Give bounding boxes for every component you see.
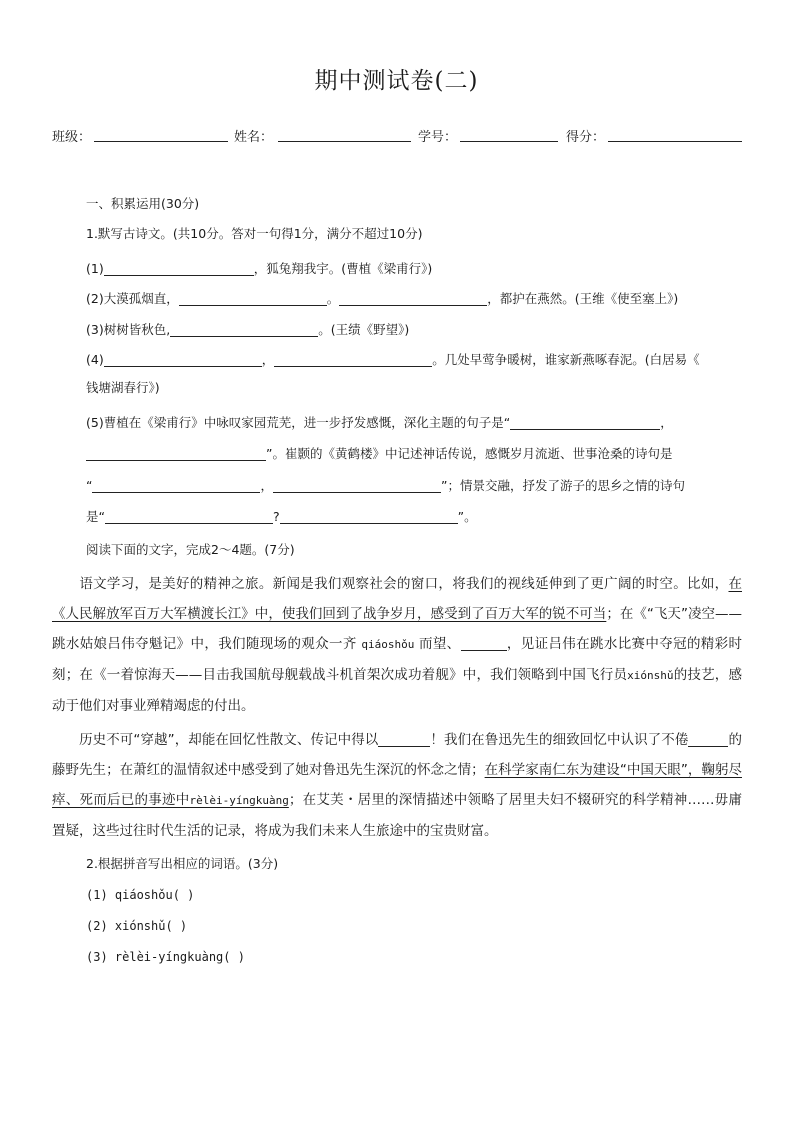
q1-item-4-cont: 钱塘湖春行》) <box>86 380 160 395</box>
answer-blank[interactable] <box>170 322 318 337</box>
underlined-sentence: 在科学家南仁东为建设“中国天眼”，鞠躬尽瘁、死而后已的事迹中 <box>52 762 742 808</box>
item-label: (1) <box>86 261 104 276</box>
class-field[interactable] <box>94 141 228 142</box>
answer-blank[interactable] <box>378 732 430 747</box>
student-info-row <box>52 126 742 146</box>
answer-blank[interactable] <box>339 291 487 306</box>
answer-blank[interactable] <box>92 478 260 493</box>
answer-blank[interactable] <box>104 261 254 276</box>
item-text: “ <box>86 478 93 493</box>
item-text: ， <box>261 352 275 367</box>
reading-instructions: 阅读下面的文字，完成2～4题。(7分) <box>86 542 295 557</box>
answer-blank[interactable] <box>274 352 432 367</box>
paragraph-text: ，见证吕伟在跳水比赛中夺冠的精彩时刻；在《一着惊海天——目击我国航母舰载战斗机首架次成功着舰》中，我们领略到中国飞行员 <box>52 636 743 683</box>
q1-item-5-line3 <box>86 477 685 495</box>
paragraph-text: ；在艾芙・居里的深情描述中领略了居里夫妇不辍研究的科学精神……毋庸置疑，这些过往时代生活的记录，将成为我们未来人生旅途中的宝贵财富。 <box>52 792 743 839</box>
item-label: (4) <box>86 352 104 367</box>
paragraph-text: ！我们在鲁迅先生的细致回忆中认识了不倦 <box>430 732 689 748</box>
item-text: 。(王绩《野望》) <box>318 322 410 337</box>
q1-item-2 <box>86 290 678 308</box>
answer-blank[interactable] <box>510 415 660 430</box>
item-text: ，都护在燕然。(王维《使至塞上》) <box>487 291 679 306</box>
paragraph-text: 语文学习，是美好的精神之旅。新闻是我们观察社会的窗口，将我们的视线延伸到了更广阔的时空。比如， <box>79 576 729 592</box>
answer-blank[interactable] <box>280 509 458 524</box>
answer-blank[interactable] <box>688 732 728 747</box>
item-text: ，狐兔翔我宇。(曹植《梁甫行》) <box>253 261 433 276</box>
q1-item-5 <box>86 414 673 432</box>
item-text: (2)大漠孤烟直， <box>86 291 179 306</box>
reading-paragraph-2 <box>52 725 742 846</box>
answer-blank[interactable] <box>105 509 273 524</box>
answer-blank[interactable] <box>461 636 507 651</box>
underlined-sentence: 在《人民解放军百万大军横渡长江》中，使我们回到了战争岁月，感受到了百万大军的锐不可当 <box>52 576 742 622</box>
item-text: ”；情景交融，抒发了游子的思乡之情的诗句 <box>441 478 685 493</box>
item-text: ”。崔颢的《黄鹤楼》中记述神话传说，感慨岁月流逝、世事沧桑的诗句是 <box>266 446 673 461</box>
class-label: 班级： <box>52 130 92 145</box>
pinyin-word: rèlèi-yíngkuàng <box>189 794 289 807</box>
item-text: (5)曹植在《梁甫行》中咏叹家园荒芜，进一步抒发感慨，深化主题的句子是“ <box>86 415 511 430</box>
answer-blank[interactable] <box>273 478 441 493</box>
pinyin-word: qiáoshǒu <box>361 638 415 651</box>
item-text: ， <box>660 415 673 430</box>
student-id-label: 学号： <box>418 130 458 145</box>
score-label: 得分： <box>566 130 606 145</box>
answer-blank[interactable] <box>104 352 262 367</box>
q1-item-1 <box>86 260 432 278</box>
q2-item-2: (2) xiónshǔ( ) <box>86 919 188 933</box>
item-text: 是“ <box>86 509 105 524</box>
paragraph-text: 的藤野先生；在萧红的温情叙述中感受到了她对鲁迅先生深沉的怀念之情； <box>52 732 742 778</box>
item-text: ， <box>260 478 273 493</box>
answer-blank[interactable] <box>179 291 327 306</box>
item-text: 。 <box>326 291 340 306</box>
q1-stem: 1.默写古诗文。(共10分。答对一句得1分，满分不超过10分) <box>86 226 423 241</box>
student-id-field[interactable] <box>460 141 558 142</box>
paragraph-text: ；在《“飞天”凌空——跳水姑娘吕伟夺魁记》中，我们随现场的观众一齐 <box>52 606 742 652</box>
paragraph-text: 的技艺，感动于他们对事业殚精竭虑的付出。 <box>52 667 743 714</box>
score-field[interactable] <box>608 141 742 142</box>
reading-paragraph-1 <box>52 569 742 721</box>
name-field[interactable] <box>278 141 411 142</box>
paragraph-text: 历史不可“穿越”，却能在回忆性散文、传记中得以 <box>79 732 379 748</box>
q1-item-5-line2 <box>86 445 672 463</box>
section-heading: 一、积累运用(30分) <box>86 196 200 211</box>
q1-item-5-line4 <box>86 508 477 526</box>
item-text: (3)树树皆秋色, <box>86 322 171 337</box>
page-title: 期中测试卷(二) <box>314 68 479 94</box>
q2-item-3: (3) rèlèi-yíngkuàng( ) <box>86 950 245 964</box>
q1-item-4 <box>86 351 700 369</box>
q2-item-1: (1) qiáoshǒu( ) <box>86 888 195 902</box>
q1-item-3 <box>86 321 409 339</box>
item-text: ”。 <box>457 509 477 524</box>
q2-stem: 2.根据拼音写出相应的词语。(3分) <box>86 856 279 871</box>
paragraph-text: 而望、 <box>414 636 461 652</box>
name-label: 姓名： <box>234 130 274 145</box>
item-text: ? <box>272 509 280 524</box>
answer-blank[interactable] <box>86 446 266 461</box>
item-text: 。几处早莺争暖树，谁家新燕啄春泥。(白居易《 <box>432 352 700 367</box>
pinyin-word: xiónshǔ <box>627 669 674 682</box>
